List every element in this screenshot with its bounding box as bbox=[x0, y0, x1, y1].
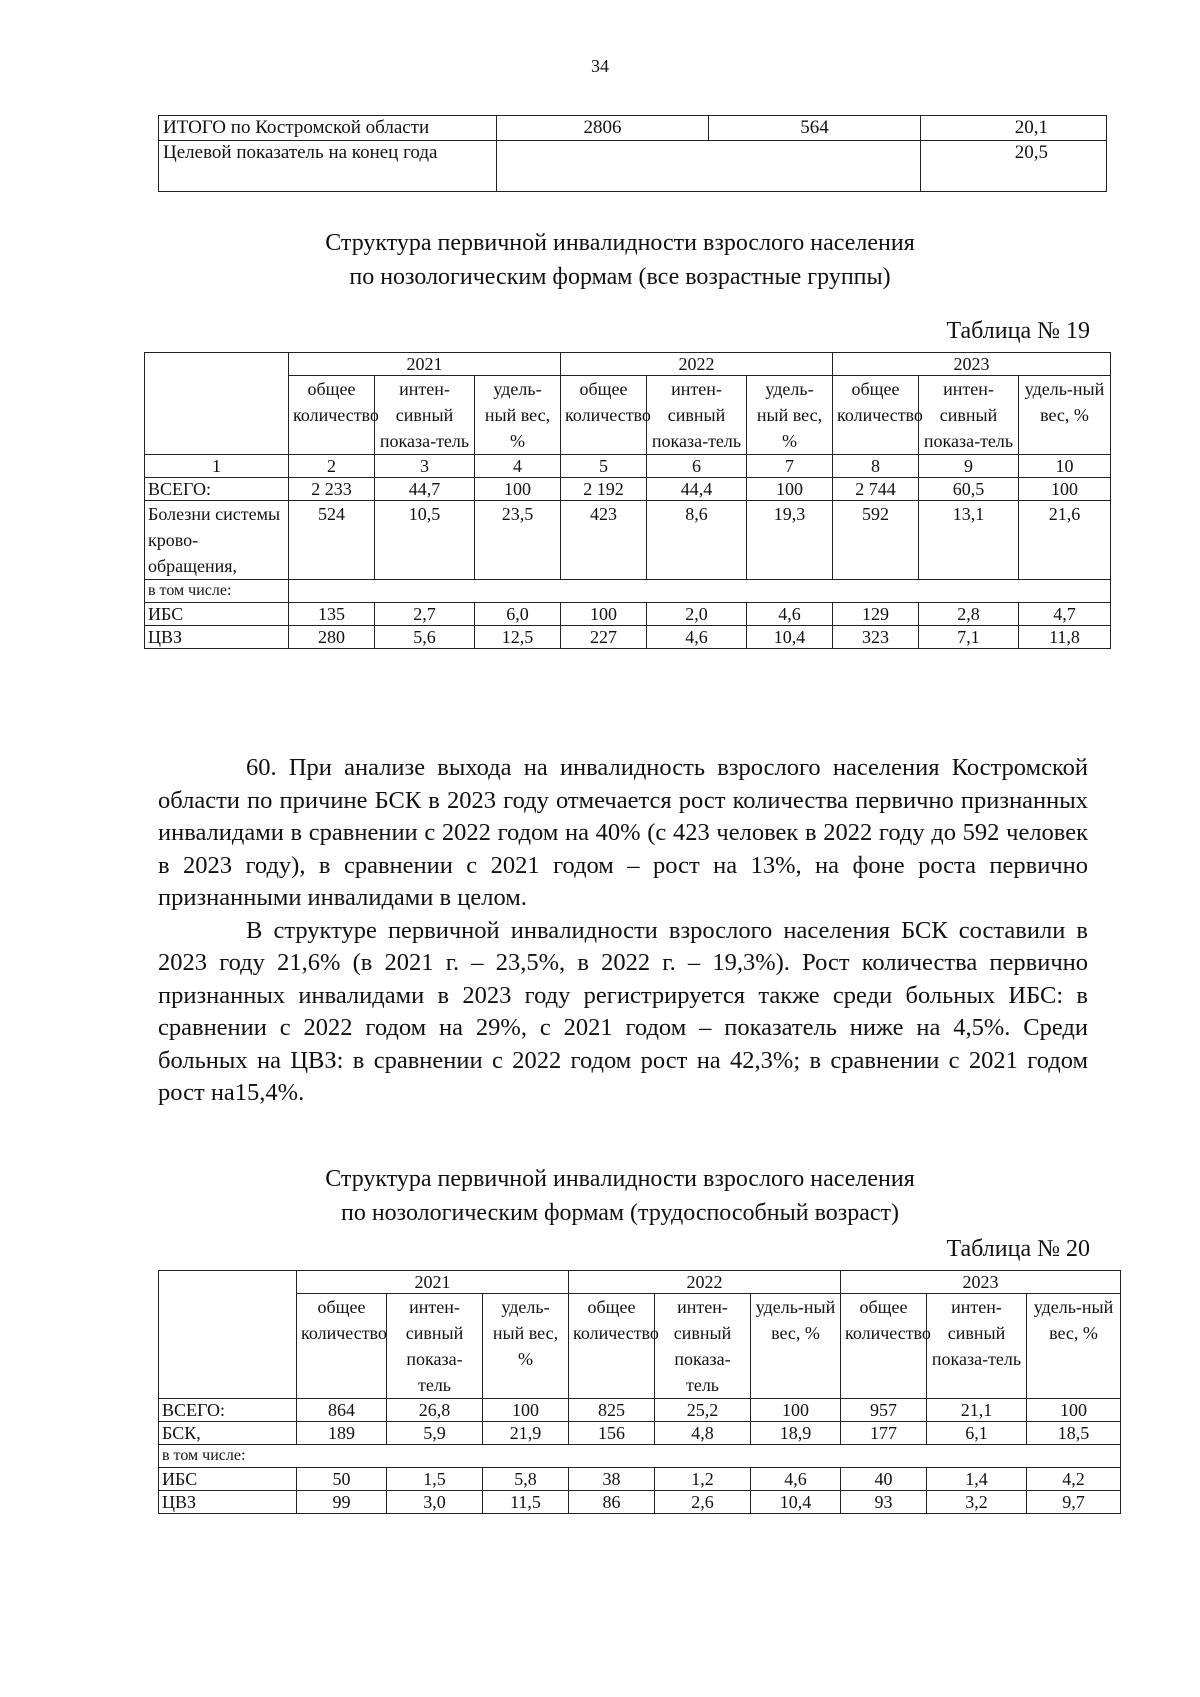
table-cell: 957 bbox=[841, 1399, 927, 1422]
table-cell: 11,5 bbox=[483, 1491, 569, 1514]
column-number: 6 bbox=[647, 455, 747, 478]
table-cell: 592 bbox=[833, 501, 919, 580]
column-number: 3 bbox=[375, 455, 475, 478]
table-cell: 3,0 bbox=[387, 1491, 483, 1514]
subheader: общее количество bbox=[289, 376, 375, 455]
table-cell: 2 744 bbox=[833, 478, 919, 501]
table-row bbox=[159, 141, 1107, 192]
table-cell: 100 bbox=[747, 478, 833, 501]
table-cell: 3,2 bbox=[927, 1491, 1027, 1514]
caption-line: Структура первичной инвалидности взрослого населения bbox=[325, 230, 915, 256]
table-cell: 864 bbox=[297, 1399, 387, 1422]
table-cell: 2806 bbox=[497, 116, 709, 141]
table-cell: 25,2 bbox=[655, 1399, 751, 1422]
year-header: 2022 bbox=[561, 353, 833, 376]
column-number: 4 bbox=[475, 455, 561, 478]
table-row bbox=[159, 1491, 1121, 1514]
table-cell: 2,6 bbox=[655, 1491, 751, 1514]
subheader: общее количество bbox=[841, 1294, 927, 1399]
row-label: Болезни системы крово-обращения, bbox=[145, 501, 289, 580]
table-cell: 524 bbox=[289, 501, 375, 580]
table-row bbox=[145, 501, 1111, 580]
column-number: 9 bbox=[919, 455, 1019, 478]
subheader: удель-ный вес, % bbox=[475, 376, 561, 455]
subheader: интен-сивный показа-тель bbox=[919, 376, 1019, 455]
table-cell: 8,6 bbox=[647, 501, 747, 580]
subheader: интен-сивный показа-тель bbox=[647, 376, 747, 455]
table-cell: 38 bbox=[569, 1468, 655, 1491]
subheader: интен-сивный показа-тель bbox=[375, 376, 475, 455]
table-row bbox=[159, 1399, 1121, 1422]
table-cell: 423 bbox=[561, 501, 647, 580]
table-cell: 100 bbox=[751, 1399, 841, 1422]
page-number: 34 bbox=[591, 56, 609, 76]
paragraph: В структуре первичной инвалидности взрослого населения БСК составили в 2023 году 21,6% (в 2021 г. – 23,5%, в 2022 г. – 19,3%). Рост количества первично признанных инвалидами в 2023 году регистрируется также среди больных ИБС: в сравнении с 2022 годом на 29%, с 2021 годом – показатель ниже на 4,5%. Среди больных на ЦВЗ: в сравнении с 2022 годом рост на 42,3%; в сравнении с 2021 годом рост на15,4%. bbox=[158, 916, 1088, 1106]
subheader: удель-ный вес, % bbox=[1019, 376, 1111, 455]
column-number: 5 bbox=[561, 455, 647, 478]
year-header: 2021 bbox=[297, 1271, 569, 1294]
subheader: общее количество bbox=[833, 376, 919, 455]
subheader: общее количество bbox=[569, 1294, 655, 1399]
row-label: ЦВЗ bbox=[159, 1491, 297, 1514]
corner-cell bbox=[159, 1271, 297, 1399]
table20-label: Таблица № 20 bbox=[946, 1236, 1090, 1262]
table-cell: 19,3 bbox=[747, 501, 833, 580]
table-row bbox=[159, 116, 1107, 141]
table-cell: 4,6 bbox=[751, 1468, 841, 1491]
table-cell: 2,0 bbox=[647, 603, 747, 626]
caption-line: по нозологическим формам (трудоспособный возраст) bbox=[340, 1200, 900, 1226]
table-cell: 10,5 bbox=[375, 501, 475, 580]
table-cell: 44,7 bbox=[375, 478, 475, 501]
caption-line: по нозологическим формам (все возрастные группы) bbox=[349, 264, 891, 290]
year-header: 2023 bbox=[833, 353, 1111, 376]
table-cell: 13,1 bbox=[919, 501, 1019, 580]
subheader: интен-сивный показа-тель bbox=[387, 1294, 483, 1399]
table-cell bbox=[497, 141, 921, 192]
table-cell: 227 bbox=[561, 626, 647, 649]
table-cell: 20,5 bbox=[921, 141, 1107, 192]
subheader: удель-ный вес, % bbox=[1027, 1294, 1121, 1399]
table-cell: 86 bbox=[569, 1491, 655, 1514]
column-number: 8 bbox=[833, 455, 919, 478]
table-cell: 4,7 bbox=[1019, 603, 1111, 626]
year-header: 2022 bbox=[569, 1271, 841, 1294]
table19 bbox=[144, 352, 1111, 649]
table-cell: 26,8 bbox=[387, 1399, 483, 1422]
row-label: БСК, bbox=[159, 1422, 297, 1445]
table-row bbox=[145, 603, 1111, 626]
subheader: общее количество bbox=[297, 1294, 387, 1399]
table-cell: 6,1 bbox=[927, 1422, 1027, 1445]
subheader: удель-ный вес, % bbox=[751, 1294, 841, 1399]
subheader: удель-ный вес, % bbox=[483, 1294, 569, 1399]
table-cell: 44,4 bbox=[647, 478, 747, 501]
subheader: интен-сивный показа-тель bbox=[655, 1294, 751, 1399]
table-cell: 4,6 bbox=[647, 626, 747, 649]
table-row bbox=[159, 1468, 1121, 1491]
corner-cell bbox=[145, 353, 289, 455]
table-cell: 11,8 bbox=[1019, 626, 1111, 649]
row-label: в том числе: bbox=[145, 580, 289, 603]
table19-caption bbox=[0, 226, 1200, 294]
table-cell: 21,9 bbox=[483, 1422, 569, 1445]
table-cell: 9,7 bbox=[1027, 1491, 1121, 1514]
subheader-row bbox=[159, 1294, 1121, 1399]
table-cell: 323 bbox=[833, 626, 919, 649]
table-cell: 2,8 bbox=[919, 603, 1019, 626]
subheader: интен-сивный показа-тель bbox=[927, 1294, 1027, 1399]
table-row bbox=[145, 580, 1111, 603]
table-cell: 189 bbox=[297, 1422, 387, 1445]
table-cell: 7,1 bbox=[919, 626, 1019, 649]
top-summary-table bbox=[158, 115, 1107, 192]
table-cell: 100 bbox=[475, 478, 561, 501]
table-cell: 100 bbox=[561, 603, 647, 626]
table20-caption bbox=[0, 1162, 1200, 1230]
row-label: Целевой показатель на конец года bbox=[159, 141, 497, 192]
table-cell: 135 bbox=[289, 603, 375, 626]
row-label: ВСЕГО: bbox=[145, 478, 289, 501]
subheader-row bbox=[145, 376, 1111, 455]
table-cell: 564 bbox=[709, 116, 921, 141]
table-cell: 5,9 bbox=[387, 1422, 483, 1445]
table-row bbox=[159, 1422, 1121, 1445]
row-label: в том числе: bbox=[159, 1445, 1121, 1468]
table-cell: 99 bbox=[297, 1491, 387, 1514]
table-cell: 177 bbox=[841, 1422, 927, 1445]
table-row bbox=[145, 478, 1111, 501]
table-cell: 10,4 bbox=[751, 1491, 841, 1514]
table-cell: 21,1 bbox=[927, 1399, 1027, 1422]
table-cell: 280 bbox=[289, 626, 375, 649]
table-cell: 40 bbox=[841, 1468, 927, 1491]
table-cell: 4,6 bbox=[747, 603, 833, 626]
year-header: 2023 bbox=[841, 1271, 1121, 1294]
table-cell: 93 bbox=[841, 1491, 927, 1514]
table-cell: 156 bbox=[569, 1422, 655, 1445]
body-text bbox=[158, 752, 1088, 1110]
table-cell: 100 bbox=[483, 1399, 569, 1422]
table-cell: 5,6 bbox=[375, 626, 475, 649]
table-cell: 1,4 bbox=[927, 1468, 1027, 1491]
table-row bbox=[159, 1445, 1121, 1468]
year-header: 2021 bbox=[289, 353, 561, 376]
table19-label: Таблица № 19 bbox=[946, 318, 1090, 344]
table-cell: 5,8 bbox=[483, 1468, 569, 1491]
column-number-row bbox=[145, 455, 1111, 478]
table-cell: 6,0 bbox=[475, 603, 561, 626]
row-label: ИБС bbox=[159, 1468, 297, 1491]
table-cell: 100 bbox=[1027, 1399, 1121, 1422]
column-number: 10 bbox=[1019, 455, 1111, 478]
table-cell: 20,1 bbox=[921, 116, 1107, 141]
paragraph: 60. При анализе выхода на инвалидность взрослого населения Костромской области по причине БСК в 2023 году отмечается рост количества первично признанных инвалидами в сравнении с 2022 годом на 40% (с 423 человек в 2022 году до 592 человек в 2023 году), в сравнении с 2021 годом – рост на 13%, на фоне роста первично признанными инвалидами в целом. bbox=[158, 754, 1088, 911]
table-row bbox=[145, 626, 1111, 649]
table-cell: 18,9 bbox=[751, 1422, 841, 1445]
column-number: 2 bbox=[289, 455, 375, 478]
row-label: ЦВЗ bbox=[145, 626, 289, 649]
table-cell: 50 bbox=[297, 1468, 387, 1491]
table-cell: 1,2 bbox=[655, 1468, 751, 1491]
table-cell: 21,6 bbox=[1019, 501, 1111, 580]
table-cell: 2,7 bbox=[375, 603, 475, 626]
year-header-row bbox=[159, 1271, 1121, 1294]
table-cell: 4,8 bbox=[655, 1422, 751, 1445]
table-cell: 1,5 bbox=[387, 1468, 483, 1491]
table20 bbox=[158, 1270, 1121, 1514]
table-cell: 12,5 bbox=[475, 626, 561, 649]
table-cell: 4,2 bbox=[1027, 1468, 1121, 1491]
table-cell: 2 192 bbox=[561, 478, 647, 501]
subheader: общее количество bbox=[561, 376, 647, 455]
column-number: 7 bbox=[747, 455, 833, 478]
table-cell: 18,5 bbox=[1027, 1422, 1121, 1445]
table-cell: 2 233 bbox=[289, 478, 375, 501]
row-label: ИБС bbox=[145, 603, 289, 626]
caption-line: Структура первичной инвалидности взрослого населения bbox=[325, 1166, 915, 1192]
table-cell: 100 bbox=[1019, 478, 1111, 501]
table-cell bbox=[289, 580, 1111, 603]
year-header-row bbox=[145, 353, 1111, 376]
table-cell: 23,5 bbox=[475, 501, 561, 580]
row-label: ИТОГО по Костромской области bbox=[159, 116, 497, 141]
table-cell: 129 bbox=[833, 603, 919, 626]
row-label: ВСЕГО: bbox=[159, 1399, 297, 1422]
table-cell: 825 bbox=[569, 1399, 655, 1422]
table-cell: 10,4 bbox=[747, 626, 833, 649]
subheader: удель-ный вес, % bbox=[747, 376, 833, 455]
column-number: 1 bbox=[145, 455, 289, 478]
table-cell: 60,5 bbox=[919, 478, 1019, 501]
